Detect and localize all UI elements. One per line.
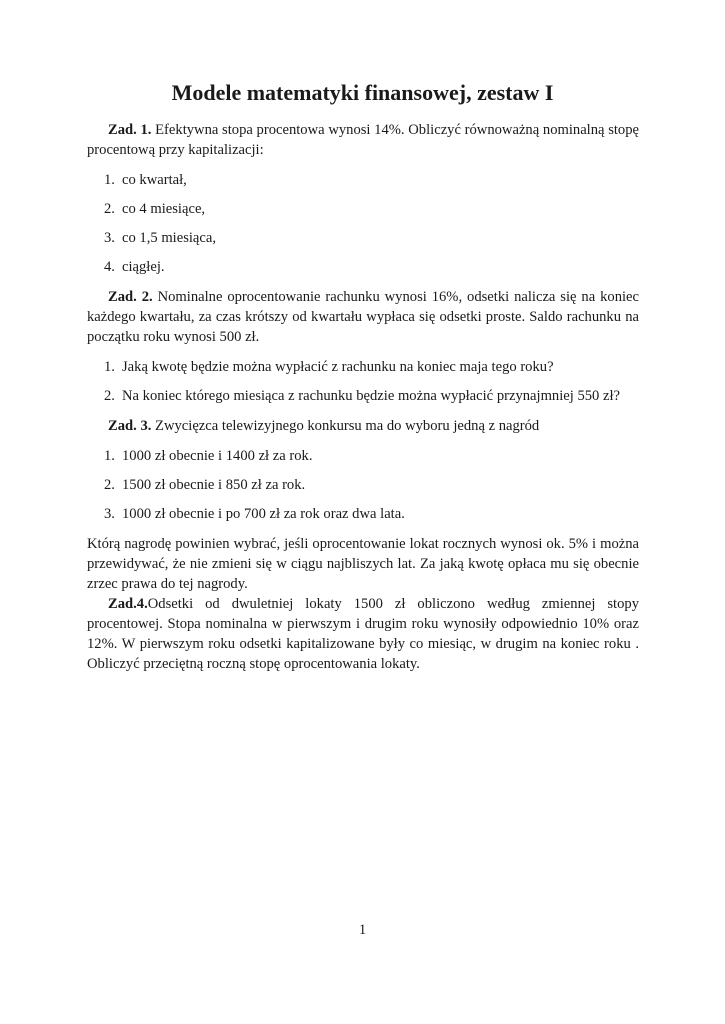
zad2-paragraph <box>87 287 639 347</box>
list-item-text: Jaką kwotę będzie można wypłacić z rachunku na koniec maja tego roku? <box>122 359 554 375</box>
list-number: 4. <box>104 259 115 275</box>
list-item <box>87 357 639 377</box>
list-item <box>87 257 639 277</box>
list-number: 2. <box>104 477 115 493</box>
list-item <box>87 170 639 190</box>
zad1-list <box>87 170 639 277</box>
list-item <box>87 199 639 219</box>
list-item-text: 1500 zł obecnie i 850 zł za rok. <box>122 477 306 493</box>
list-number: 2. <box>104 201 115 217</box>
zad3-text: Zwycięzca telewizyjnego konkursu ma do wyboru jedną z nagród <box>155 418 540 434</box>
list-number: 1. <box>104 448 115 464</box>
list-item-text: co 1,5 miesiąca, <box>122 230 217 246</box>
list-item-text: ciągłej. <box>122 259 165 275</box>
page-title: Modele matematyki finansowej, zestaw I <box>171 80 554 105</box>
list-item <box>87 475 639 495</box>
zad4-paragraph <box>87 594 639 674</box>
document-body <box>87 120 639 674</box>
list-number: 2. <box>104 388 115 404</box>
zad2-list <box>87 357 639 406</box>
list-item-text: co kwartał, <box>122 172 187 188</box>
list-item <box>87 446 639 466</box>
list-item-text: 1000 zł obecnie i po 700 zł za rok oraz dwa lata. <box>122 506 405 522</box>
list-item <box>87 386 639 406</box>
zad3-paragraph <box>87 416 639 436</box>
list-number: 1. <box>104 359 115 375</box>
zad3-followup: Którą nagrodę powinien wybrać, jeśli oprocentowanie lokat rocznych wynosi ok. 5% i można przewidywać, że nie zmieni się w ciągu najbliszych lat. Za jaką kwotę opłaca mu się obecnie zrzec prawa do tej nagrody. <box>87 536 639 592</box>
page-number: 1 <box>358 922 367 938</box>
list-number: 3. <box>104 506 115 522</box>
zad3-list <box>87 446 639 524</box>
zad1-text: Efektywna stopa procentowa wynosi 14%. Obliczyć równoważną nominalną stopę procentową przy kapitalizacji: <box>87 122 639 158</box>
zad2-label: Zad. 2. <box>108 289 153 305</box>
list-number: 3. <box>104 230 115 246</box>
list-item <box>87 504 639 524</box>
list-item-text: co 4 miesiące, <box>122 201 206 217</box>
list-number: 1. <box>104 172 115 188</box>
zad3-label: Zad. 3. <box>108 418 152 434</box>
zad4-text: Odsetki od dwuletniej lokaty 1500 zł obliczono według zmiennej stopy procentowej. Stopa nominalna w pierwszym i drugim roku wynosiły odpowiednio 10% oraz 12%. W pierwszym roku odsetki kapitalizowane były co miesiąc, w drugim na koniec roku . Obliczyć przeciętną roczną stopę oprocentowania lokaty. <box>87 596 639 672</box>
list-item-text: Na koniec którego miesiąca z rachunku będzie można wypłacić przynajmniej 550 zł? <box>122 388 621 404</box>
zad1-label: Zad. 1. <box>108 122 152 138</box>
zad1-paragraph <box>87 120 639 160</box>
list-item-text: 1000 zł obecnie i 1400 zł za rok. <box>122 448 313 464</box>
zad2-text: Nominalne oprocentowanie rachunku wynosi 16%, odsetki nalicza się na koniec każdego kwartału, za czas krótszy od kwartału wypłaca się odsetki proste. Saldo rachunku na początku roku wynosi 500 zł. <box>87 289 640 345</box>
list-item <box>87 228 639 248</box>
zad4-label: Zad.4. <box>108 596 148 612</box>
